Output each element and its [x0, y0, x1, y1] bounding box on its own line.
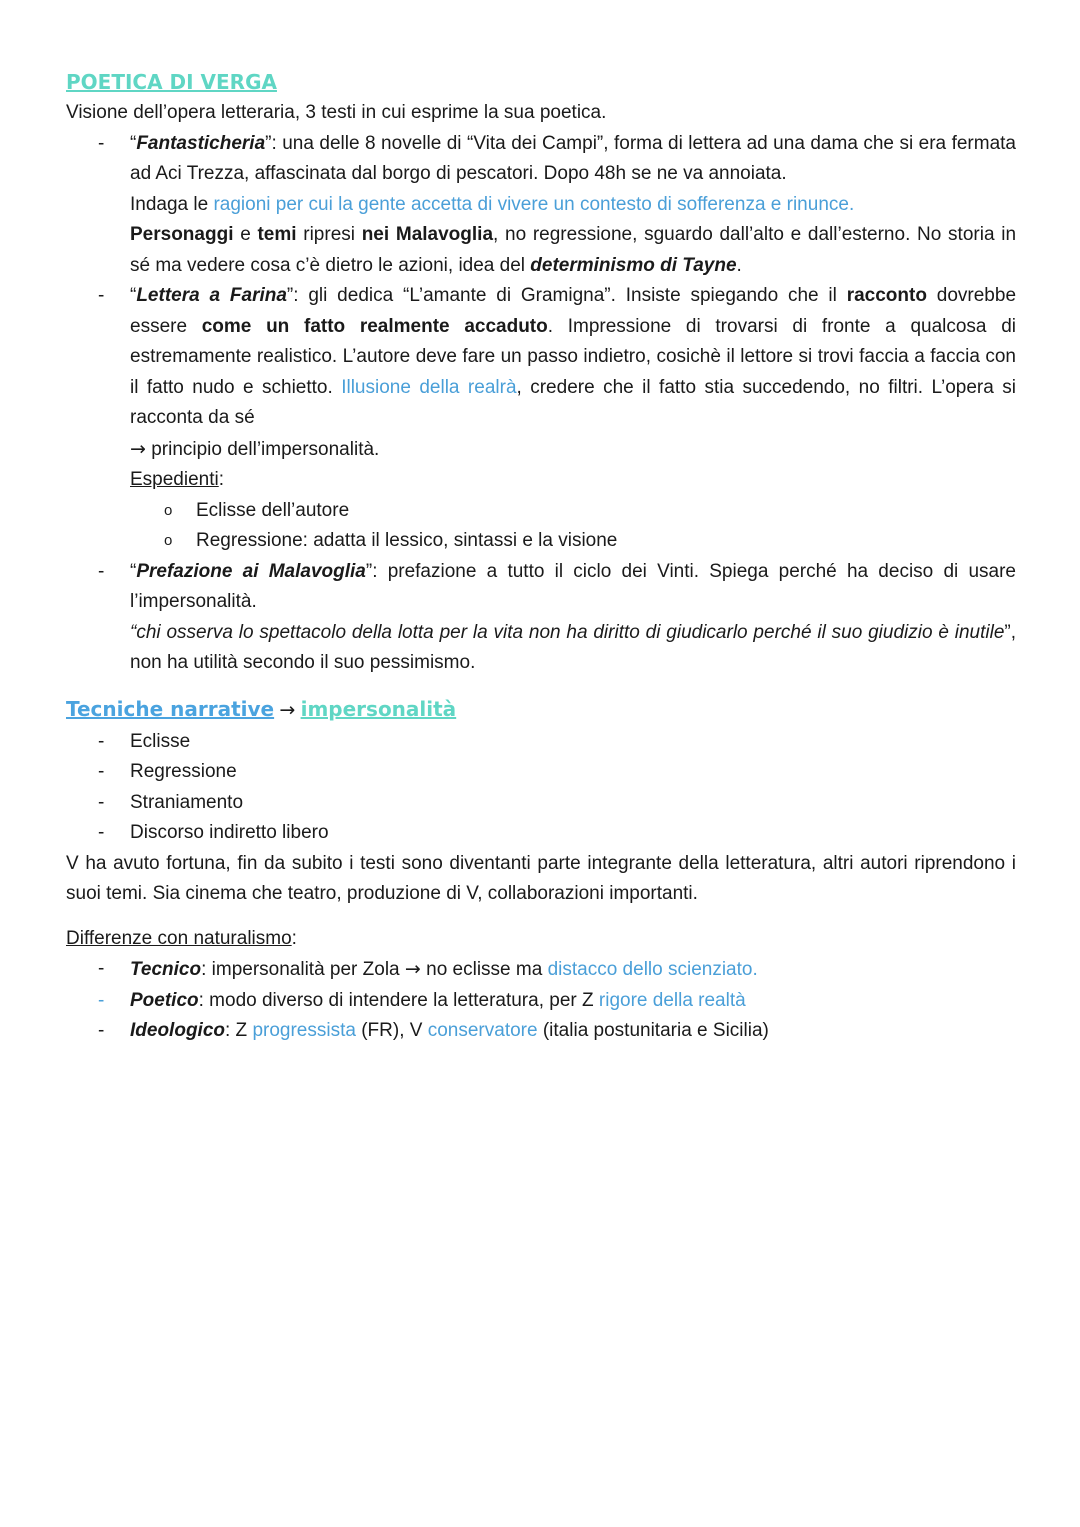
work-title: Prefazione ai Malavoglia [136, 560, 366, 582]
arrow-icon: → [404, 958, 421, 980]
list-item-poetico: - Poetico: modo diverso di intendere la letteratura, per Z rigore della realtà [98, 989, 746, 1011]
espedienti-heading: Espedienti: [130, 469, 225, 490]
section-heading-tecniche: Tecniche narrative → impersonalità [66, 696, 457, 721]
list-item-ideologico: - Ideologico: Z progressista (FR), V conservatore (italia postunitaria e Sicilia) [98, 1020, 769, 1041]
intro-line: Visione dell’opera letteraria, 3 testi in cui esprime la sua poetica. [66, 102, 607, 123]
list-item-prefazione: - “Prefazione ai Malavoglia”: prefazione a tutto il ciclo dei Vinti. Spiega perché ha deciso di usare l’impersonalità. [66, 557, 1016, 618]
paragraph-indaga: Indaga le ragioni per cui la gente accetta di vivere un contesto di sofferenza e rinunce. [130, 193, 855, 215]
list-item: - Discorso indiretto libero [98, 822, 329, 843]
arrow-icon: → [130, 437, 146, 460]
highlight: rigore della realtà [598, 989, 746, 1011]
list-item: - Eclisse [98, 730, 191, 752]
arrow-icon: → [279, 698, 296, 721]
document-body [66, 66, 1016, 1047]
list-item-fantasticheria: - “Fantasticheria”: una delle 8 novelle di “Vita dei Campi”, forma di lettera ad una dama che si era fermata ad Aci Trezza, affascinata dal borgo di pescatori. Dopo 48h se ne va annoiata. [66, 129, 1016, 190]
differenze-heading: Differenze con naturalismo: [66, 927, 297, 949]
paragraph-personaggi: Personaggi e temi ripresi nei Malavoglia, no regressione, sguardo dall’alto e dall’esterno. No storia in sé ma vedere cosa c’è dietro le azioni, idea del determinismo di Tayne. [130, 224, 1017, 276]
list-item: - Straniamento [98, 791, 244, 813]
work-title: Lettera a Farina [136, 285, 287, 306]
determinismo-term: determinismo di Tayne [530, 254, 737, 276]
circle-bullet-icon: o [164, 532, 173, 549]
circle-bullet-icon: o [164, 501, 173, 519]
sub-list-item: o Regressione: adatta il lessico, sintassi e la visione [66, 526, 1016, 557]
page-title: POETICA DI VERGA [66, 70, 277, 94]
fortuna-paragraph: V ha avuto fortuna, fin da subito i testi sono diventanti parte integrante della letteratura, altri autori riprendono i suoi temi. Sia cinema che teatro, produzione di V, collaborazioni importanti. [66, 852, 1016, 904]
highlight: conservatore [427, 1020, 538, 1041]
dash-bullet: - [98, 285, 105, 306]
quote-text: chi osserva lo spettacolo della lotta per la vita non ha diritto di giudicarlo perché il suo giudizio è inutile [136, 621, 1005, 643]
list-item-tecnico: - Tecnico: impersonalità per Zola → no eclisse ma distacco dello scienziato. [98, 958, 758, 980]
highlight: distacco dello scienziato [547, 959, 753, 980]
list-item: - Regressione [98, 761, 237, 782]
highlight: Illusione della realrà [341, 376, 517, 398]
dash-bullet: - [98, 132, 105, 154]
list-item-farina: - “Lettera a Farina”: gli dedica “L’amante di Gramigna”. Insiste spiegando che il racconto dovrebbe essere come un fatto realmente accaduto. Impressione di trovarsi di fronte a qualcosa di estremamente realistico. L’autore deve fare un passo indietro, cosichè il lettore si trovi faccia a faccia con il fatto nudo e schietto. Illusione della realrà, credere che il fatto stia succedendo, no filtri. L’opera si racconta da sé → principio dell’impersonalità. [66, 281, 1016, 465]
highlight: ragioni per cui la gente accetta di vivere un contesto di sofferenza e rinunce [213, 193, 849, 215]
sub-list-item: o Eclisse dell’autore [66, 496, 1016, 527]
highlight: progressista [252, 1020, 356, 1041]
work-title: Fantasticheria [136, 132, 266, 154]
quote-paragraph: “chi osserva lo spettacolo della lotta per la vita non ha diritto di giudicarlo perché il suo giudizio è inutile”, non ha utilità secondo il suo pessimismo. [130, 621, 1016, 673]
dash-bullet: - [98, 560, 105, 582]
